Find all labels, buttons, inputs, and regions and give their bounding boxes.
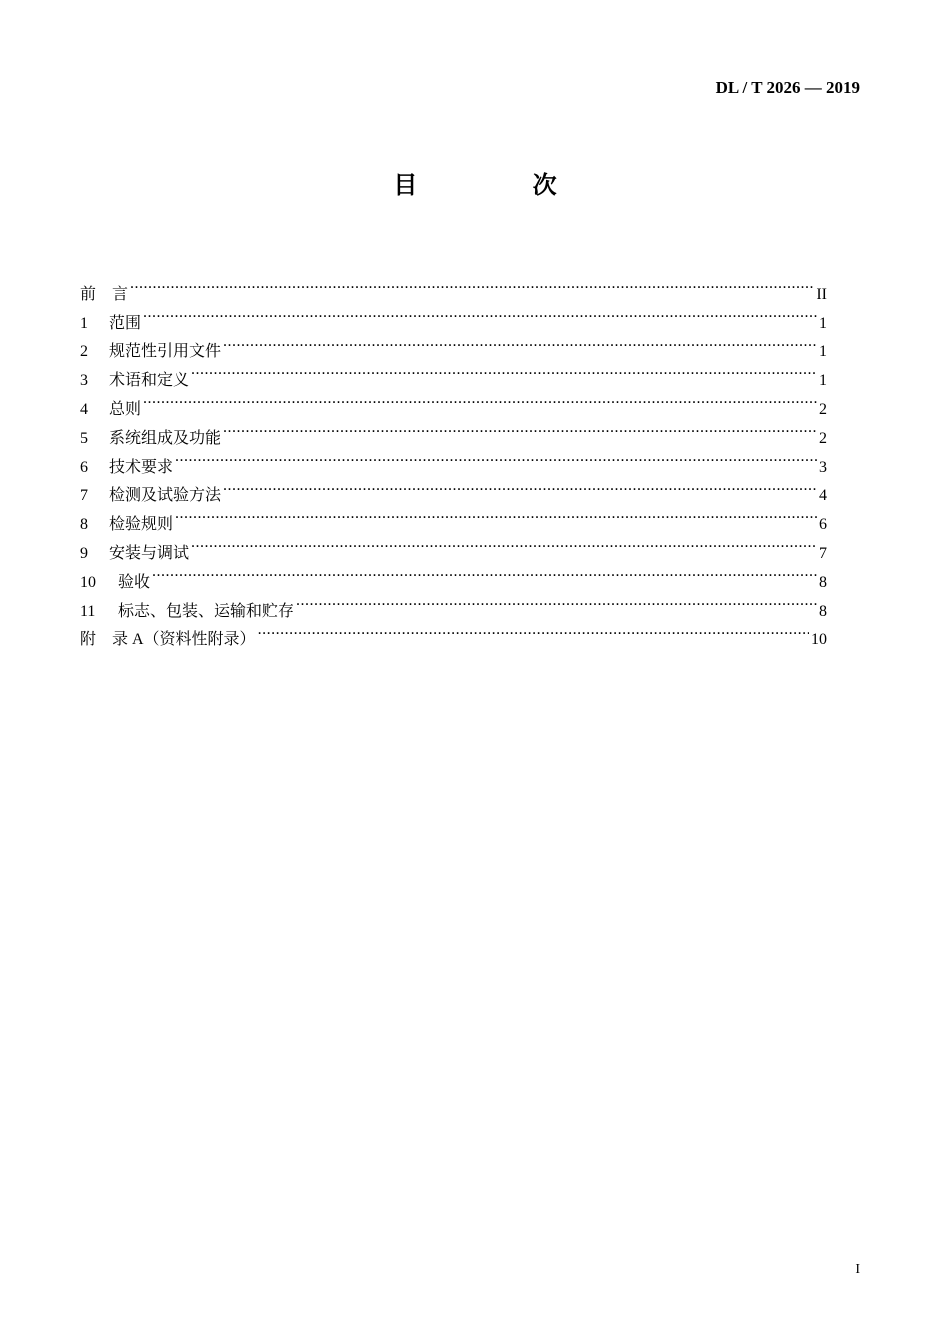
toc-entry-8[interactable] bbox=[80, 500, 827, 534]
toc-entry-page: 2 bbox=[819, 429, 827, 447]
toc-leader-dots bbox=[143, 385, 817, 414]
toc-leader-dots bbox=[258, 616, 809, 645]
toc-entry-10[interactable] bbox=[80, 558, 827, 591]
toc-leader-dots bbox=[130, 270, 814, 299]
toc-entry-page: 8 bbox=[819, 573, 827, 591]
toc-entry-page: 10 bbox=[811, 631, 827, 649]
toc-entry-page: 6 bbox=[819, 516, 827, 534]
toc-entry-label: 附 录 A（资料性附录） bbox=[80, 631, 256, 649]
toc-leader-dots bbox=[152, 558, 817, 587]
toc-entry-number: 6 bbox=[80, 458, 88, 476]
toc-entry-number: 9 bbox=[80, 544, 88, 562]
toc-entry-label: 前 言 bbox=[80, 285, 129, 303]
page-title: 目 次 bbox=[393, 171, 603, 199]
toc-entry-number: 8 bbox=[80, 516, 88, 534]
toc-entry-6[interactable] bbox=[80, 443, 827, 476]
page-number: I bbox=[855, 1262, 860, 1277]
toc-entry-3[interactable] bbox=[80, 356, 827, 390]
toc-entry-label: 安装与调试 bbox=[109, 544, 190, 562]
toc-leader-dots bbox=[296, 587, 817, 616]
toc-entry-9[interactable] bbox=[80, 529, 827, 562]
toc-leader-dots bbox=[191, 356, 817, 385]
toc-entry-page: 8 bbox=[819, 602, 827, 620]
toc-entry-label: 检测及试验方法 bbox=[109, 487, 222, 505]
toc-entry-page: 4 bbox=[819, 487, 827, 505]
toc-entry-label: 术语和定义 bbox=[109, 372, 190, 390]
table-of-contents bbox=[80, 270, 827, 649]
toc-entry-page: 3 bbox=[819, 458, 827, 476]
toc-entry-page: 1 bbox=[819, 343, 827, 361]
toc-entry-label: 标志、包装、运输和贮存 bbox=[118, 602, 295, 620]
toc-leader-dots bbox=[223, 472, 817, 501]
toc-entry-number: 10 bbox=[80, 573, 96, 591]
toc-leader-dots bbox=[175, 500, 817, 529]
toc-entry-number: 1 bbox=[80, 314, 88, 332]
toc-leader-dots bbox=[223, 328, 817, 357]
toc-entry-page: II bbox=[816, 285, 827, 303]
toc-entry-page: 1 bbox=[819, 372, 827, 390]
toc-entry-label: 总则 bbox=[109, 400, 142, 418]
toc-entry-1[interactable] bbox=[80, 299, 827, 332]
toc-entry-page: 2 bbox=[819, 400, 827, 418]
toc-leader-dots bbox=[191, 529, 817, 558]
toc-entry-page: 7 bbox=[819, 544, 827, 562]
toc-entry-label: 检验规则 bbox=[109, 516, 174, 534]
toc-entry-number: 4 bbox=[80, 400, 88, 418]
toc-leader-dots bbox=[223, 414, 817, 443]
toc-entry-number: 3 bbox=[80, 372, 88, 390]
toc-entry-4[interactable] bbox=[80, 385, 827, 418]
toc-entry-7[interactable] bbox=[80, 472, 827, 505]
toc-entry-page: 1 bbox=[819, 314, 827, 332]
toc-leader-dots bbox=[143, 299, 817, 328]
toc-entry-number: 2 bbox=[80, 343, 88, 361]
toc-entry-label: 系统组成及功能 bbox=[109, 429, 222, 447]
toc-entry-label: 规范性引用文件 bbox=[109, 343, 222, 361]
toc-entry-label: 范围 bbox=[109, 314, 142, 332]
toc-entry-2[interactable] bbox=[80, 328, 827, 361]
toc-entry-label: 技术要求 bbox=[109, 458, 174, 476]
toc-entry-5[interactable] bbox=[80, 414, 827, 447]
standard-code: DL / T 2026 — 2019 bbox=[715, 78, 860, 97]
toc-entry-label: 验收 bbox=[118, 573, 151, 591]
toc-entry-number: 11 bbox=[80, 602, 96, 620]
toc-leader-dots bbox=[175, 443, 817, 472]
toc-entry-foreword[interactable] bbox=[80, 270, 827, 303]
toc-entry-number: 7 bbox=[80, 487, 88, 505]
toc-entry-11[interactable] bbox=[80, 587, 827, 620]
toc-entry-number: 5 bbox=[80, 429, 88, 447]
